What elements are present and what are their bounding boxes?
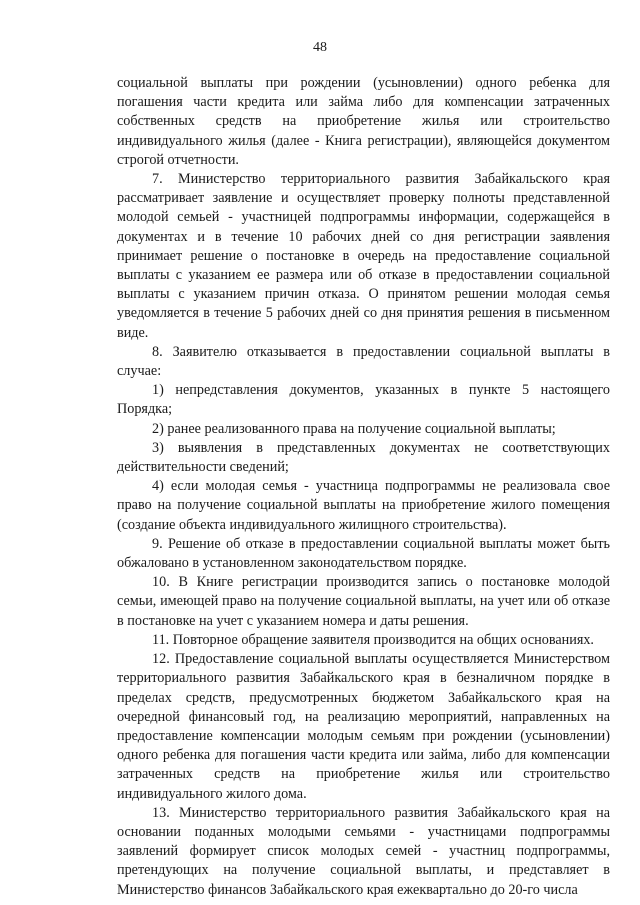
paragraph-item-13: 13. Министерство территориального развития Забайкальского края на основании поданных молодыми семьями - участницами подпрограммы заявлений формирует список молодых семей - участниц подпрограммы, претендующих на получение социальной выплаты, и представляет в Министерство финансов Забайкальского края ежеквартально до 20-го числа bbox=[117, 804, 610, 898]
subitem-8-2: 2) ранее реализованного права на получение социальной выплаты; bbox=[152, 420, 556, 437]
subitem-8-4: 4) если молодая семья - участница подпрограммы не реализовала свое право на получение социальной выплаты на приобретение жилого помещения (создание объекта индивидуального жилищного строительства). bbox=[117, 478, 610, 533]
subitem-8-1: 1) непредставления документов, указанных в пункте 5 настоящего Порядка; bbox=[117, 382, 610, 418]
paragraph-item-9: 9. Решение об отказе в предоставлении социальной выплаты может быть обжаловано в установленном законодательством порядке. bbox=[117, 535, 610, 572]
paragraph-item-12: 12. Предоставление социальной выплаты осуществляется Министерством территориального развития Забайкальского края в безналичном порядке в пределах средств, предусмотренных бюджетом Забайкальского края на очередной финансовый год, на реализацию мероприятий, направленных на предоставление компенсации молодым семьям при рождении (усыновлении) одного ребенка для погашения части кредита или займа, либо для компенсации затраченных средств на приобретение жилья или строительство индивидуального жилого дома. bbox=[117, 651, 610, 802]
subitem-8-3: 3) выявления в представленных документах не соответствующих действительности сведений; bbox=[117, 439, 610, 476]
paragraph-continuation: социальной выплаты при рождении (усыновлении) одного ребенка для погашения части кредита или займа либо для компенсации затраченных собственных средств на приобретение жилья или строительство индивидуального жилья (далее - Книга регистрации), являющейся документом строгой отчетности. bbox=[117, 75, 610, 168]
paragraph-item-7: 7. Министерство территориального развития Забайкальского края рассматривает заявление и осуществляет проверку полноты представленной молодой семьей - участницей подпрограммы информации, содержащейся в документах и в течение 10 рабочих дней со дня регистрации заявления принимает решение о постановке в очередь на предоставление социальной выплаты с указанием ее размера или об отказе в предоставлении социальной выплаты с указанием причин отказа. О принятом решении молодая семья уведомляется в течение 5 рабочих дней со дня принятия решения в письменном виде. bbox=[117, 171, 610, 341]
paragraph-item-10: 10. В Книге регистрации производится запись о постановке молодой семьи, имеющей право на получение социальной выплаты, на учет или об отказе в постановке на учет с указанием номера и даты решения. bbox=[117, 574, 610, 629]
paragraph-item-11: 11. Повторное обращение заявителя производится на общих основаниях. bbox=[152, 631, 594, 648]
document-body bbox=[117, 74, 610, 900]
paragraph-item-8: 8. Заявителю отказывается в предоставлении социальной выплаты в случае: bbox=[117, 343, 610, 380]
page-number: 48 bbox=[313, 40, 327, 55]
